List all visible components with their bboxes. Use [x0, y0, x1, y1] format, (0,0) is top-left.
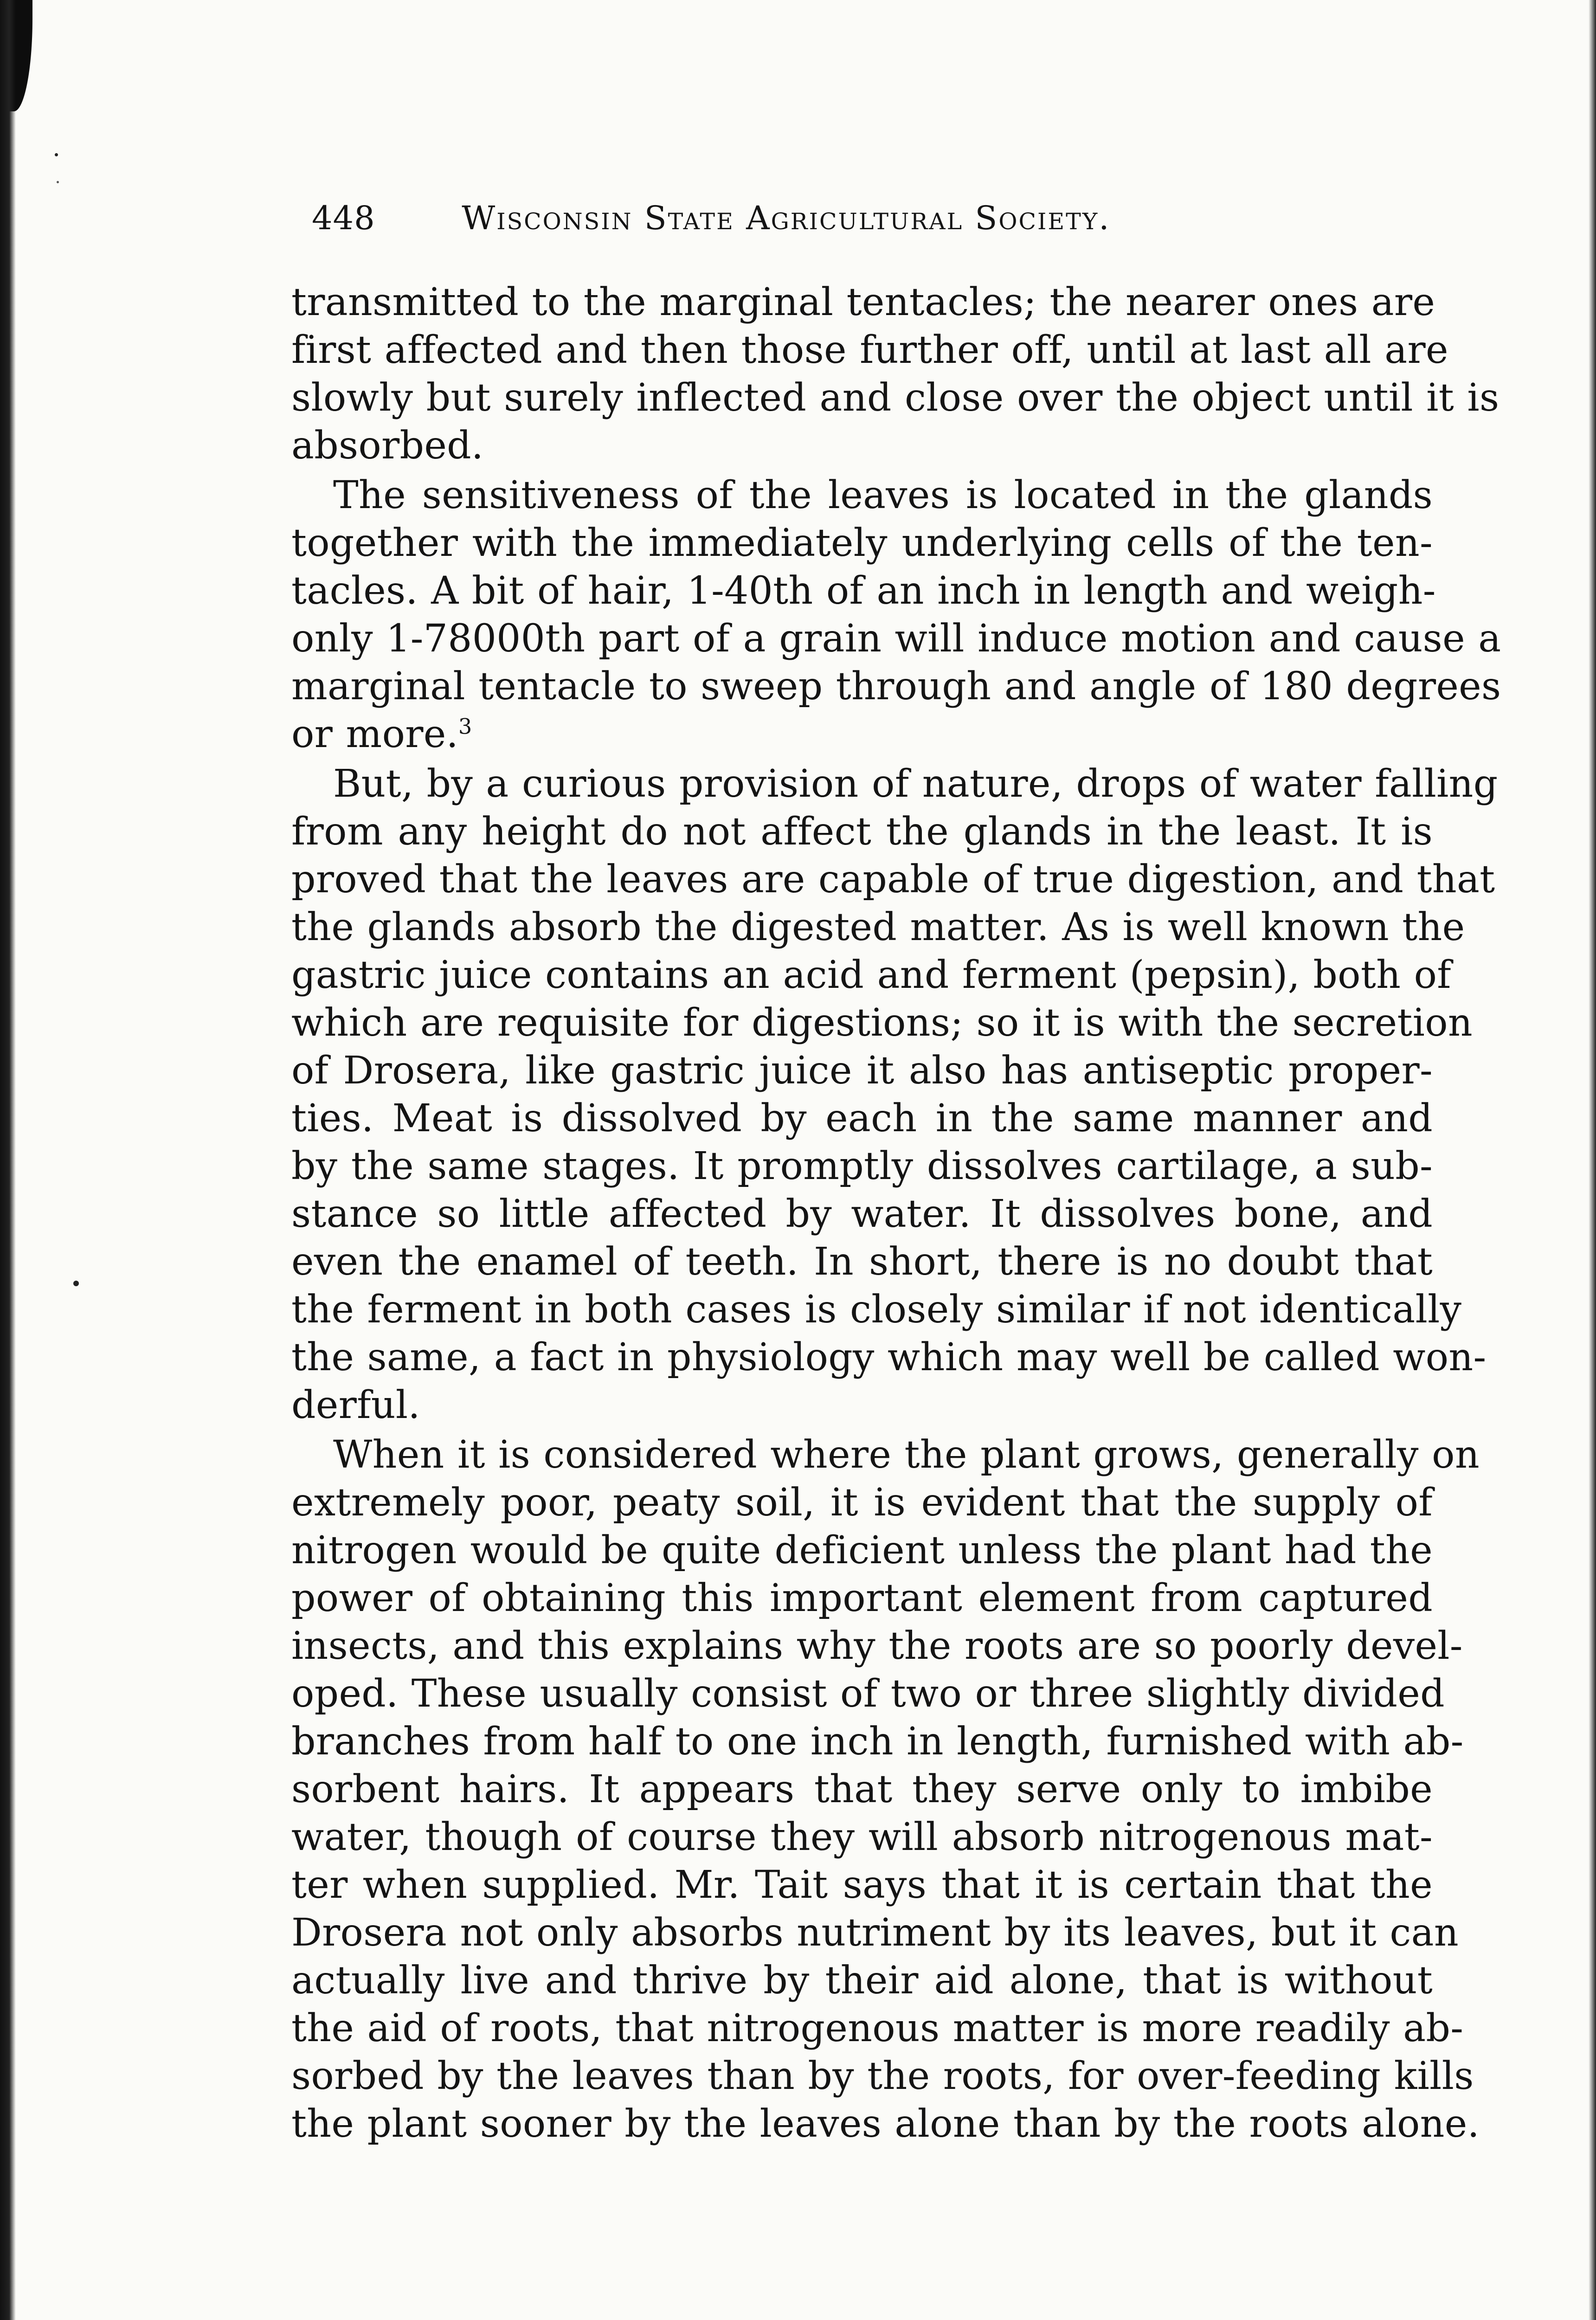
text-line: the ferment in both cases is closely similar if not identically [291, 1288, 1462, 1332]
text-line: oped. These usually consist of two or three slightly divided [291, 1672, 1445, 1716]
text-line: sorbed by the leaves than by the roots, for over-feeding kills [291, 2054, 1474, 2098]
text-line: tacles. A bit of hair, 1-40th of an inch in length and weigh- [291, 569, 1436, 613]
text-line: The sensitiveness of the leaves is located in the glands [333, 473, 1433, 517]
text-line: actually live and thrive by their aid alone, that is without [291, 1959, 1433, 2003]
footnote-marker: 3 [458, 714, 472, 739]
text-line: extremely poor, peaty soil, it is evident that the supply of [291, 1481, 1433, 1525]
text-line: insects, and this explains why the roots are so poorly devel- [291, 1624, 1463, 1668]
text-line: the plant sooner by the leaves alone than by the roots alone. [291, 2102, 1480, 2146]
page-header [312, 195, 1286, 241]
text-line: ter when supplied. Mr. Tait says that it is certain that the [291, 1863, 1433, 1907]
text-line: the same, a fact in physiology which may well be called won- [291, 1335, 1487, 1379]
text-line: gastric juice contains an acid and ferment (pepsin), both of [291, 953, 1451, 997]
text-line: absorbed. [291, 424, 484, 468]
text-line: sorbent hairs. It appears that they serve only to imbibe [291, 1767, 1433, 1811]
text-line: of Drosera, like gastric juice it also has antiseptic proper- [291, 1049, 1433, 1093]
text-line: When it is considered where the plant grows, generally on [333, 1433, 1480, 1477]
text-line: ties. Meat is dissolved by each in the same manner and [291, 1096, 1433, 1141]
scan-speck [57, 181, 59, 183]
text-line: marginal tentacle to sweep through and angle of 180 degrees [291, 664, 1501, 709]
text-line: the aid of roots, that nitrogenous matter is more readily ab- [291, 2006, 1464, 2050]
page-number: 448 [312, 199, 375, 237]
paragraph-4 [291, 1431, 1480, 2148]
text-line: slowly but surely inflected and close over the object until it is [291, 376, 1499, 420]
text-line: But, by a curious provision of nature, drops of water falling [333, 762, 1498, 806]
scan-speck [73, 1281, 79, 1286]
text-line: first affected and then those further off, until at last all are [291, 328, 1448, 372]
text-line: nitrogen would be quite deficient unless the plant had the [291, 1528, 1433, 1572]
text-line: transmitted to the marginal tentacles; the nearer ones are [291, 280, 1435, 324]
paragraph-1 [291, 278, 1499, 470]
paragraph-3 [291, 760, 1498, 1429]
text-line: water, though of course they will absorb nitrogenous mat- [291, 1815, 1433, 1859]
text-line: derful. [291, 1383, 420, 1427]
text-line: even the enamel of teeth. In short, there is no doubt that [291, 1240, 1433, 1284]
text-line: by the same stages. It promptly dissolves cartilage, a sub- [291, 1144, 1433, 1188]
text-line: Drosera not only absorbs nutriment by its leaves, but it can [291, 1911, 1459, 1955]
text-line: only 1-78000th part of a grain will induce motion and cause a [291, 617, 1501, 661]
running-title: Wisconsin State Agricultural Society. [462, 199, 1111, 237]
scan-edge-left [0, 0, 16, 2320]
text-line: branches from half to one inch in length, furnished with ab- [291, 1720, 1464, 1764]
text-line: power of obtaining this important element from captured [291, 1576, 1433, 1620]
text-line: proved that the leaves are capable of true digestion, and that [291, 857, 1495, 902]
text-line: the glands absorb the digested matter. As is well known the [291, 905, 1465, 949]
scan-edge-right [1589, 0, 1596, 2320]
text-line: from any height do not affect the glands in the least. It is [291, 810, 1433, 854]
text-line-with-footnote [291, 710, 1433, 758]
body-text [291, 278, 1501, 2148]
scan-speck [55, 153, 58, 156]
paragraph-2 [291, 471, 1501, 758]
text-line: together with the immediately underlying cells of the ten- [291, 521, 1433, 565]
text-line: stance so little affected by water. It dissolves bone, and [291, 1192, 1433, 1236]
text-line: or more. [291, 712, 458, 756]
text-line: which are requisite for digestions; so it is with the secretion [291, 1001, 1473, 1045]
